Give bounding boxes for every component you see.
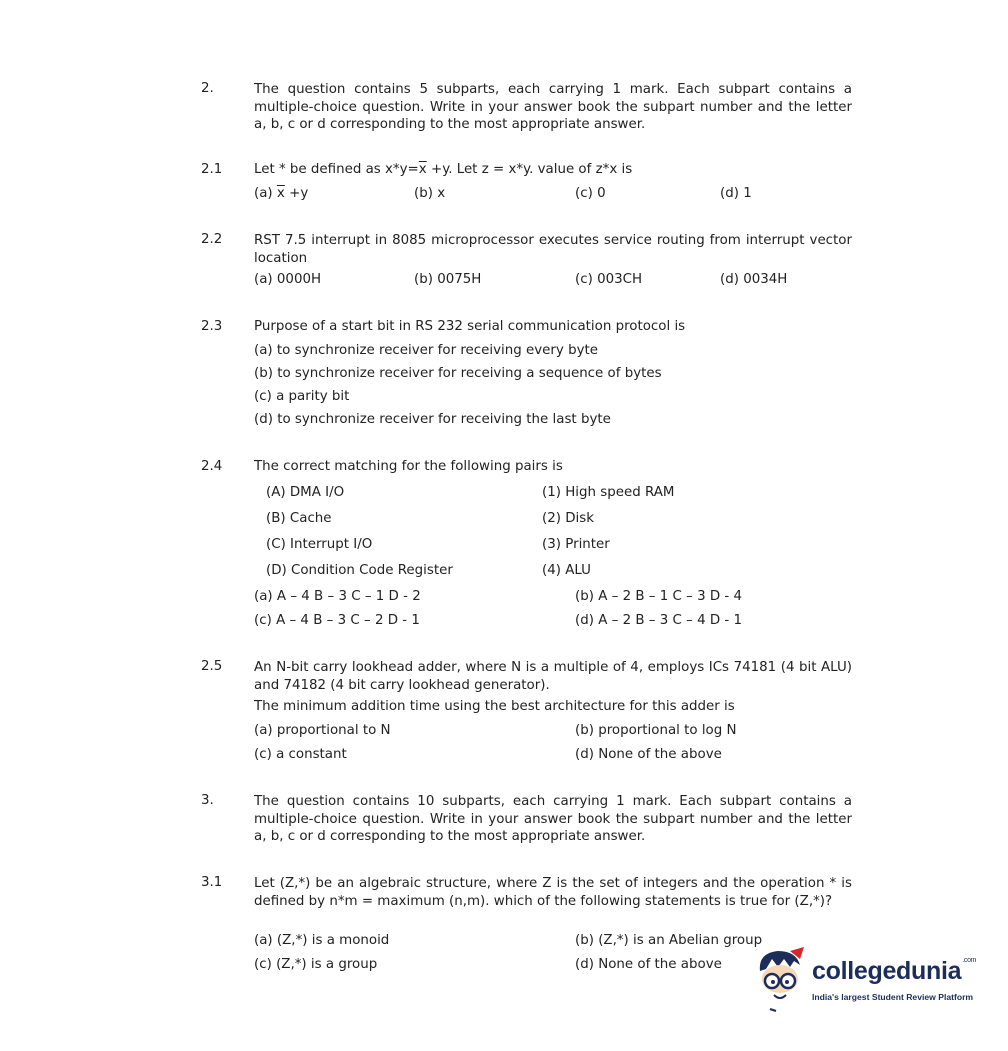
mascot-icon	[750, 945, 812, 1015]
option-c: (c) a parity bit	[254, 389, 350, 404]
question-number: 2.2	[201, 232, 223, 247]
option-b: (b) proportional to log N	[575, 723, 737, 738]
question-text: The question contains 10 subparts, each carrying 1 mark. Each subpart contains a multiple-choice question. Write in your answer book the subpart number and the letter a, b, c or d corresponding to the most appropriate answer.	[254, 794, 852, 844]
question-number: 2.	[201, 81, 214, 96]
option-c: (c) (Z,*) is a group	[254, 957, 378, 972]
option-b: (b) to synchronize receiver for receiving a sequence of bytes	[254, 366, 662, 381]
question-text: Let (Z,*) be an algebraic structure, where Z is the set of integers and the operation * is defined by n*m = maximum (n,m). which of the following statements is true for (Z,*)?	[254, 876, 852, 909]
option-a: (a) proportional to N	[254, 723, 391, 738]
question-number: 2.5	[201, 659, 223, 674]
logo-wordmark: collegedunia$^{.com}$	[812, 957, 977, 985]
match-right-item: (1) High speed RAM	[542, 485, 675, 500]
option-c: (c) 003CH	[575, 272, 643, 287]
collegedunia-logo	[750, 945, 990, 1015]
option-a: (a) 0000H	[254, 272, 322, 287]
option-d: (d) to synchronize receiver for receiving the last byte	[254, 412, 611, 427]
match-left-item: (B) Cache	[266, 511, 332, 526]
match-left-item: (D) Condition Code Register	[266, 563, 453, 578]
question-number: 2.1	[201, 162, 223, 177]
option-c: (c) 0	[575, 186, 606, 201]
question-text: An N-bit carry lookhead adder, where N is a multiple of 4, employs ICs 74181 (4 bit ALU) and 74182 (4 bit carry lookhead generator).	[254, 660, 852, 693]
match-right-item: (2) Disk	[542, 511, 594, 526]
question-text: The question contains 5 subparts, each carrying 1 mark. Each subpart contains a multiple-choice question. Write in your answer book the subpart number and the letter a, b, c or d corresponding to the most appropriate answer.	[254, 82, 852, 132]
logo-tagline: India's largest Student Review Platform	[812, 992, 974, 1002]
option-b: (b) A – 2 B – 1 C – 3 D - 4	[575, 589, 743, 604]
question-text: Let * be defined as $x*y=\overline{x} +y$. Let z = x*y. value of z*x is	[254, 162, 633, 177]
option-b: (b) 0075H	[414, 272, 482, 287]
question-text: Purpose of a start bit in RS 232 serial communication protocol is	[254, 319, 686, 334]
question-text-2: The minimum addition time using the best architecture for this adder is	[254, 699, 735, 714]
match-right-item: (4) ALU	[542, 563, 591, 578]
option-a: (a) A – 4 B – 3 C – 1 D - 2	[254, 589, 421, 604]
option-d: (d) 1	[720, 186, 752, 201]
option-c: (c) a constant	[254, 747, 347, 762]
question-text: The correct matching for the following pairs is	[254, 459, 563, 474]
option-a: (a) (Z,*) is a monoid	[254, 933, 390, 948]
option-c: (c) A – 4 B – 3 C – 2 D - 1	[254, 613, 420, 628]
question-number: 3.1	[201, 875, 223, 890]
option-a: (a) $\overline{x} +y$	[254, 186, 309, 201]
match-left-item: (A) DMA I/O	[266, 485, 345, 500]
option-d: (d) None of the above	[575, 957, 722, 972]
question-text: RST 7.5 interrupt in 8085 microprocessor executes service routing from interrupt vector location	[254, 233, 852, 266]
option-d: (d) A – 2 B – 3 C – 4 D - 1	[575, 613, 743, 628]
option-d: (d) 0034H	[720, 272, 788, 287]
match-right-item: (3) Printer	[542, 537, 610, 552]
option-a: (a) to synchronize receiver for receiving every byte	[254, 343, 599, 358]
option-b: (b) (Z,*) is an Abelian group	[575, 933, 763, 948]
question-number: 3.	[201, 793, 214, 808]
question-number: 2.4	[201, 459, 223, 474]
question-number: 2.3	[201, 319, 223, 334]
option-b: (b) x	[414, 186, 446, 201]
option-d: (d) None of the above	[575, 747, 722, 762]
match-left-item: (C) Interrupt I/O	[266, 537, 373, 552]
